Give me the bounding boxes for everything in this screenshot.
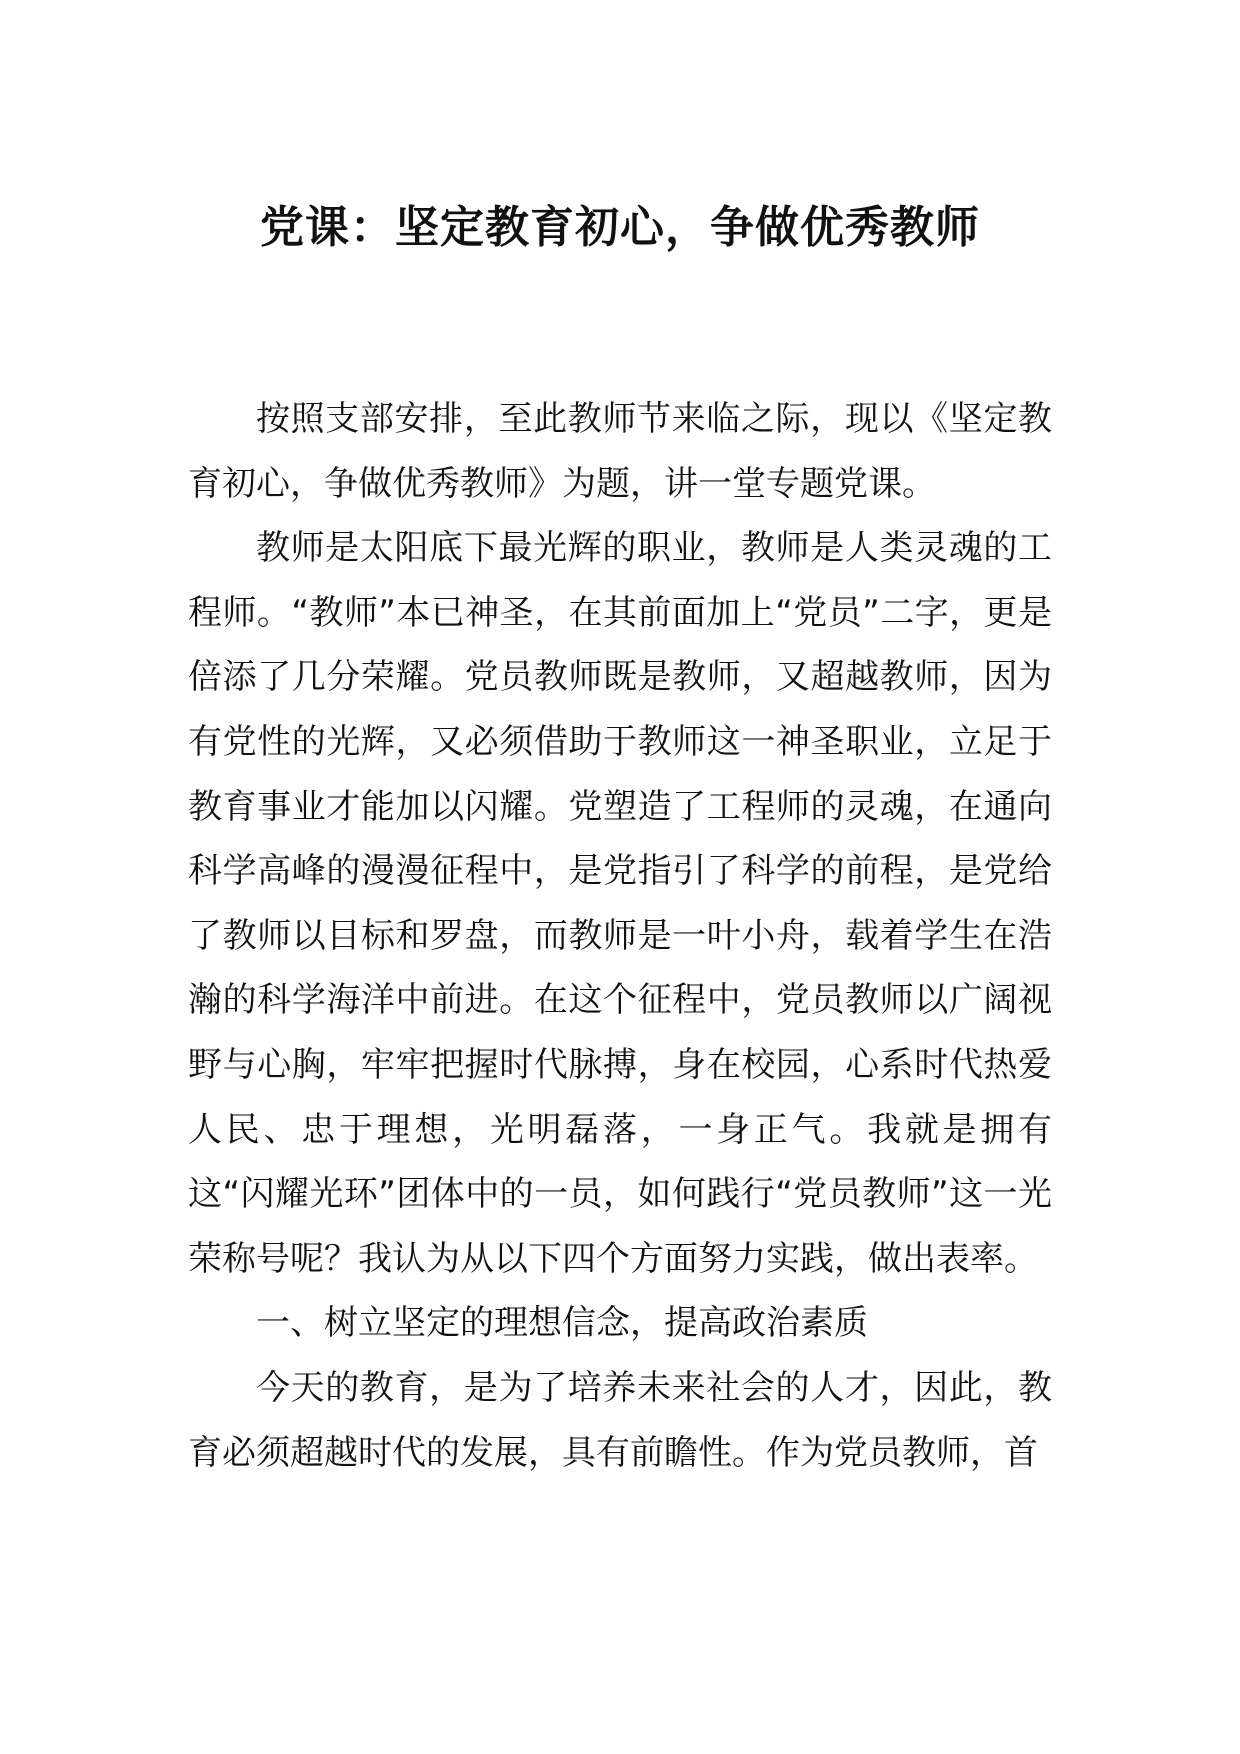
section-paragraph: 今天的教育，是为了培养未来社会的人才，因此，教育必须超越时代的发展，具有前瞻性。作为党员教师，首: [188, 1367, 1052, 1473]
document-title: 党课：坚定教育初心，争做优秀教师: [260, 202, 980, 253]
section-heading: 一、树立坚定的理想信念，提高政治素质: [256, 1303, 868, 1344]
body-paragraph: 教师是太阳底下最光辉的职业，教师是人类灵魂的工程师。“教师”本已神圣，在其前面加上“党员”二字，更是倍添了几分荣耀。党员教师既是教师，又超越教师，因为有党性的光辉，又必须借助于教师这一神圣职业，立足于教育事业才能加以闪耀。党塑造了工程师的灵魂，在通向科学高峰的漫漫征程中，是党指引了科学的前程，是党给了教师以目标和罗盘，而教师是一叶小舟，载着学生在浩瀚的科学海洋中前进。在这个征程中，党员教师以广阔视野与心胸，牢牢把握时代脉搏，身在校园，心系时代热爱人民、忠于理想，光明磊落，一身正气。我就是拥有这“闪耀光环”团体中的一员，如何践行“党员教师”这一光荣称号呢？我认为从以下四个方面努力实践，做出表率。: [188, 528, 1052, 1279]
document-body: [188, 387, 1052, 1485]
intro-paragraph: 按照支部安排，至此教师节来临之际，现以《坚定教育初心，争做优秀教师》为题，讲一堂专题党课。: [188, 399, 1052, 504]
